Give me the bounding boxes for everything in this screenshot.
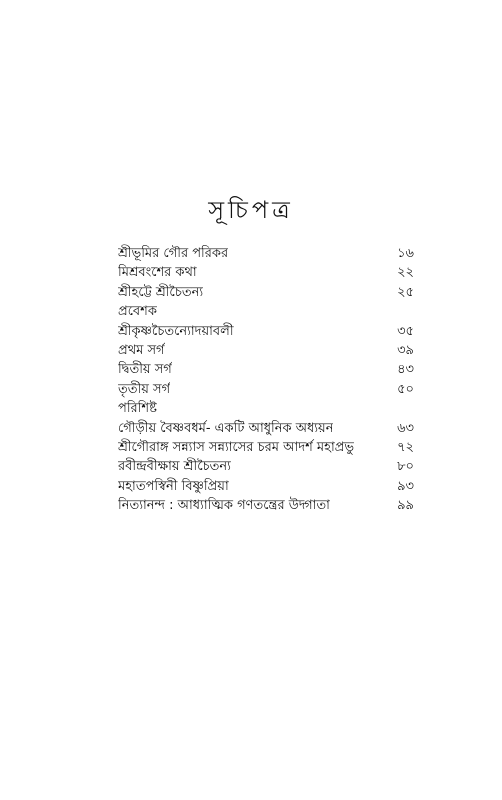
toc-entry-page: ৩৯ [397, 342, 414, 358]
toc-entry-title: তৃতীয় সর্গ [118, 381, 171, 397]
toc-entry-title: শ্রীকৃষ্ণচৈতন্যোদয়াবলী [118, 323, 234, 339]
toc-entry-title: শ্রীভূমির গৌর পরিকর [118, 246, 229, 261]
toc-entry-page: ৯৯ [397, 498, 414, 514]
toc-entry-page: ৮০ [397, 459, 414, 475]
page-title: সূচিপত্র [208, 196, 294, 224]
toc-entry-title: গৌড়ীয় বৈষ্ণবধর্ম- একটি আধুনিক অধ্যয়ন [118, 420, 334, 436]
toc-entry [118, 457, 414, 476]
toc-section-heading [118, 399, 414, 418]
toc-entry-title: নিত্যানন্দ : আধ্যাত্মিক গণতন্ত্রের উদ্গাতা [118, 498, 330, 514]
toc-entry-page: ৫০ [397, 381, 414, 397]
table-of-contents [118, 244, 414, 515]
toc-entry [118, 496, 414, 515]
toc-entry-page: ৪৩ [397, 362, 414, 378]
toc-entry [118, 438, 414, 457]
toc-section-title: প্রবেশক [118, 304, 157, 320]
toc-entry-page: ১৬ [397, 246, 414, 261]
toc-entry-title: শ্রীগৌরাঙ্গ সন্ন্যাস সন্ন্যাসের চরম আদর্শ মহাপ্রভু [118, 439, 355, 455]
toc-entry-title: প্রথম সর্গ [118, 342, 165, 358]
toc-entry-title: শ্রীহট্টে শ্রীচৈতন্য [118, 284, 204, 300]
toc-entry [118, 477, 414, 496]
toc-entry [118, 283, 414, 302]
toc-section-heading [118, 302, 414, 321]
toc-entry-title: দ্বিতীয় সর্গ [118, 362, 172, 378]
toc-entry [118, 360, 414, 379]
toc-entry-title: রবীন্দ্রবীক্ষায় শ্রীচৈতন্য [118, 459, 231, 475]
toc-entry-page: ৯৩ [397, 478, 414, 494]
toc-entry [118, 380, 414, 399]
toc-entry-title: মহাতপস্বিনী বিষ্ণুপ্রিয়া [118, 478, 229, 494]
toc-entry [118, 419, 414, 438]
toc-section-title: পরিশিষ্ট [118, 401, 157, 417]
toc-entry [118, 322, 414, 341]
toc-entry [118, 263, 414, 282]
toc-entry-page: ২৫ [397, 284, 414, 300]
toc-entry-page: ৩৫ [397, 323, 414, 339]
toc-entry-title: মিশ্রবংশের কথা [118, 265, 197, 281]
toc-entry [118, 244, 414, 263]
toc-entry [118, 341, 414, 360]
toc-entry-page: ৭২ [397, 439, 414, 455]
toc-entry-page: ৬৩ [397, 420, 414, 436]
toc-entry-page: ২২ [397, 265, 414, 281]
